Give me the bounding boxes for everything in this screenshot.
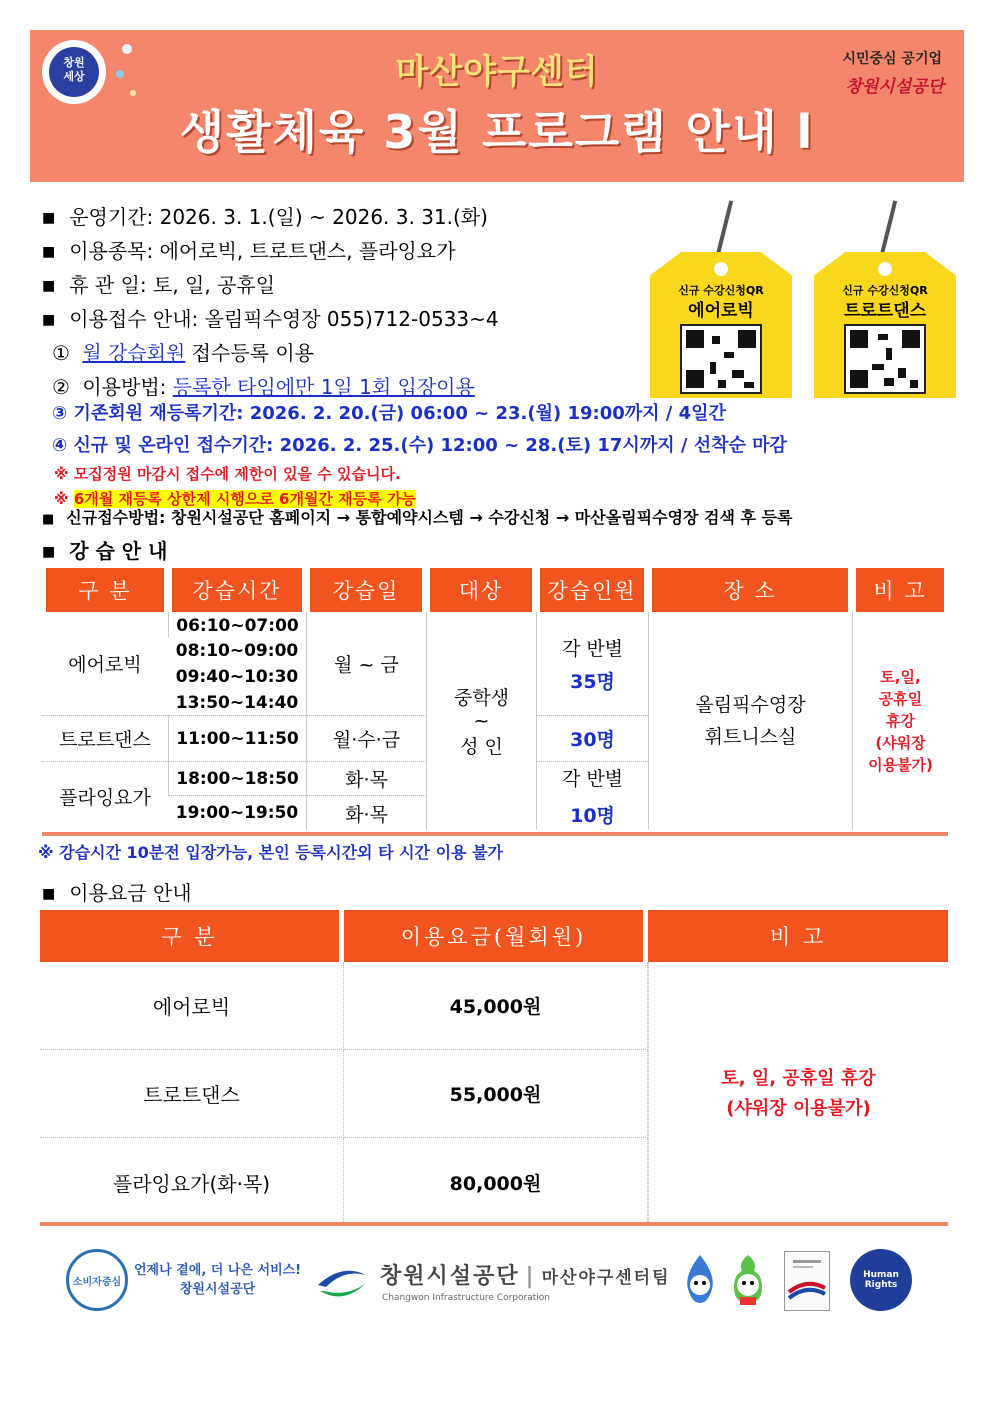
corp-name-en: Changwon Infrastructure Corporation	[382, 1293, 550, 1303]
fee-program: 플라잉요가(화·목)	[40, 1138, 344, 1226]
qr-caption: 신규 수강신청QR	[842, 284, 928, 297]
info-contact: ■ 이용접수 안내: 올림픽수영장 055)712-0533~4	[42, 307, 499, 331]
lesson-section-title: ■ 강 습 안 내	[42, 539, 168, 563]
mascot-icon	[728, 1253, 768, 1309]
corp-name: 창원시설공단 | 마산야구센터팀	[380, 1264, 671, 1289]
fee-program: 트로트댄스	[40, 1050, 344, 1138]
col-header: 구 분	[42, 568, 168, 612]
fee-remark: 토, 일, 공휴일 휴강 (샤워장 이용불가)	[648, 962, 948, 1226]
footer-slogan: 언제나 곁에, 더 나은 서비스! 창원시설공단	[134, 1263, 302, 1297]
lesson-days: 월·수·금	[306, 716, 426, 762]
lesson-time: 08:10~09:00	[175, 641, 299, 661]
info-item-1: ① 월 강습회원 접수등록 이용	[52, 341, 314, 365]
info-section-2	[52, 398, 952, 512]
col-header: 대상	[426, 568, 536, 612]
program-name: 트로트댄스	[42, 716, 168, 762]
header-banner	[30, 30, 964, 182]
slogan-text: 시민중심 공기업	[842, 51, 942, 67]
fee-section-title: ■ 이용요금 안내	[42, 881, 192, 905]
fee-amount: 55,000원	[344, 1050, 648, 1138]
human-rights-logo: Human Rights	[850, 1249, 912, 1311]
fee-table-header	[40, 910, 948, 962]
lesson-time: 09:40~10:30	[175, 667, 299, 687]
capacity-cell: 30명	[536, 716, 648, 762]
lesson-time: 11:00~11:50	[168, 716, 306, 762]
col-header: 강습시간	[168, 568, 306, 612]
qr-code-icon[interactable]	[844, 324, 926, 394]
table-row	[42, 612, 948, 638]
capacity-cell: 각 반별 10명	[536, 762, 648, 830]
col-header: 이용요금(월회원)	[344, 910, 648, 962]
fee-amount: 45,000원	[344, 962, 648, 1050]
lesson-time: 06:10~07:00	[168, 612, 306, 638]
qr-caption: 신규 수강신청QR	[678, 284, 764, 297]
table-divider	[42, 832, 948, 836]
tag-hole	[714, 262, 728, 276]
capacity-cell: 각 반별 35명	[536, 612, 648, 716]
tag-hole	[878, 262, 892, 276]
footer	[60, 1245, 930, 1325]
col-header: 강습일	[306, 568, 426, 612]
page-title: 생활체육 3월 프로그램 안내 l	[179, 105, 815, 159]
note-capacity: ※ 모집정원 마감시 접수에 제한이 있을 수 있습니다.	[54, 465, 401, 483]
info-holiday: ■ 휴 관 일: 토, 일, 공휴일	[42, 273, 276, 297]
qr-name: 에어로빅	[688, 301, 754, 321]
info-method: ■ 신규접수방법: 창원시설공단 홈페이지 → 통합예약시스템 → 수강신청 → 마산올림픽수영장 검색 후 등록	[42, 508, 793, 527]
lesson-note: ※ 강습시간 10분전 입장가능, 본인 등록시간외 타 시간 이용 불가	[38, 843, 503, 862]
certification-badge-icon	[784, 1251, 830, 1311]
lesson-table	[42, 568, 948, 830]
info-item-2: ② 이용방법: 등록한 타임에만 1일 1회 입장이용	[52, 375, 475, 399]
lesson-days: 화·목	[306, 762, 426, 796]
corp-swoosh-icon	[314, 1261, 370, 1307]
target-cell: 중학생 ~ 성 인	[426, 612, 536, 830]
info-period: ■ 운영기간: 2026. 3. 1.(일) ~ 2026. 3. 31.(화)	[42, 205, 488, 229]
fee-table	[40, 910, 948, 1226]
table-divider	[40, 1222, 948, 1226]
qr-code-icon[interactable]	[680, 324, 762, 394]
col-header: 강습인원	[536, 568, 648, 612]
col-header: 구 분	[40, 910, 344, 962]
col-header: 장 소	[648, 568, 852, 612]
city-logo-text: 창원 세상	[49, 47, 99, 97]
lesson-days: 화·목	[306, 796, 426, 830]
info-items: ■ 이용종목: 에어로빅, 트로트댄스, 플라잉요가	[42, 239, 456, 263]
info-section	[42, 200, 662, 404]
lesson-time: 19:00~19:50	[175, 803, 299, 823]
lesson-time: 13:50~14:40	[168, 690, 306, 716]
info-item-3: ③ 기존회원 재등록기간: 2026. 2. 20.(금) 06:00 ~ 23.(월) 19:00까지 / 4일간	[52, 403, 726, 424]
table-row	[40, 962, 948, 1050]
col-header: 비 고	[852, 568, 948, 612]
col-header: 비 고	[648, 910, 948, 962]
remark-cell: 토,일, 공휴일 휴강 (샤워장 이용불가)	[852, 612, 948, 830]
mascot-icon	[682, 1253, 718, 1309]
qr-tag-aerobic[interactable]	[650, 200, 792, 396]
program-name: 에어로빅	[42, 612, 168, 716]
program-name: 플라잉요가	[59, 786, 151, 809]
fee-amount: 80,000원	[344, 1138, 648, 1226]
center-name: 마산야구센터	[395, 52, 599, 92]
lesson-days: 월 ~ 금	[306, 612, 426, 716]
lesson-table-header	[42, 568, 948, 612]
ccm-logo: 소비자중심	[66, 1249, 128, 1311]
tag-string	[879, 200, 897, 259]
qr-tag-trot[interactable]	[814, 200, 956, 396]
place-cell: 올림픽수영장 휘트니스실	[648, 612, 852, 830]
fee-program: 에어로빅	[40, 962, 344, 1050]
tag-string	[715, 200, 733, 259]
qr-name: 트로트댄스	[843, 301, 927, 321]
corp-logo-text: 창원시설공단	[845, 77, 944, 97]
info-item-4: ④ 신규 및 온라인 접수기간: 2026. 2. 25.(수) 12:00 ~ 28.(토) 17시까지 / 선착순 마감	[52, 435, 787, 456]
lesson-time: 18:00~18:50	[168, 762, 306, 796]
note-reregister: ※ 6개월 재등록 상한제 시행으로 6개월간 재등록 가능	[54, 490, 416, 508]
